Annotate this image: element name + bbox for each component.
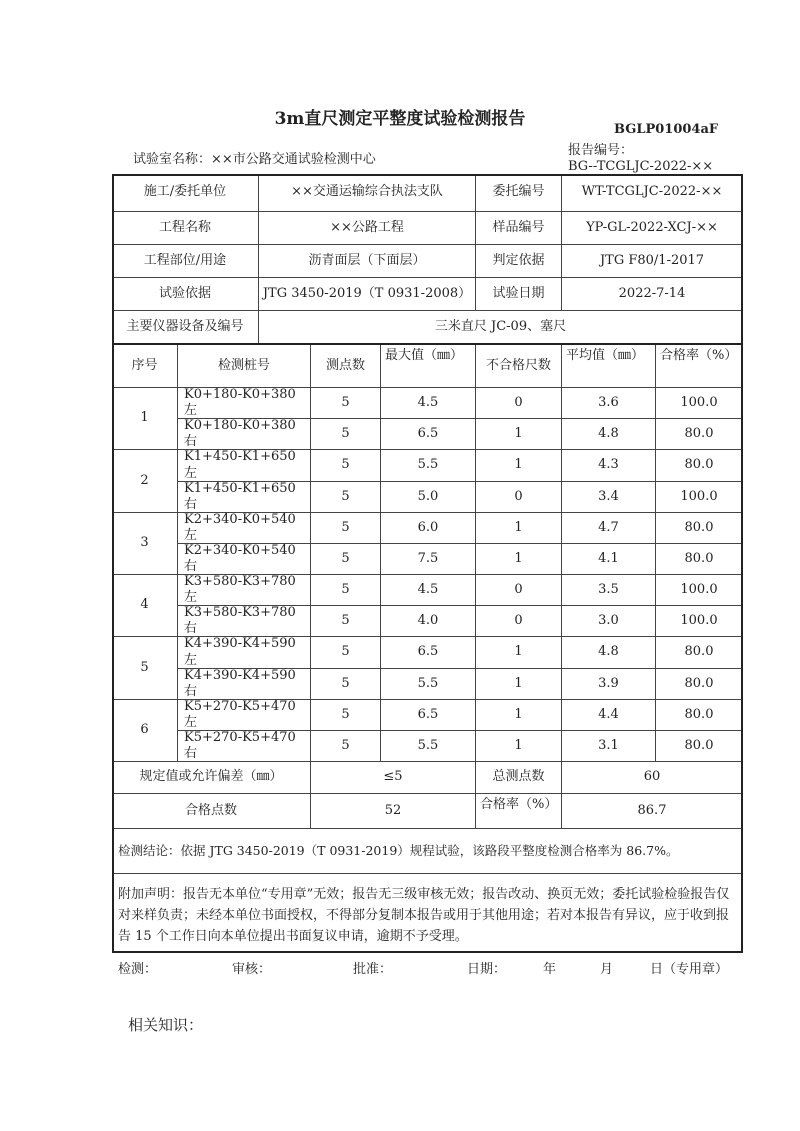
form-code: BGLP01004aF bbox=[614, 122, 719, 137]
footer-approve: 批准： bbox=[353, 962, 393, 977]
pass-points-value: 52 bbox=[311, 794, 476, 829]
cell-rate: 100.0 bbox=[656, 575, 743, 606]
footer-month: 月 bbox=[600, 962, 614, 977]
cell-max: 5.5 bbox=[381, 731, 476, 762]
total-points-label: 总测点数 bbox=[476, 762, 562, 794]
cell-avg: 3.5 bbox=[562, 575, 656, 606]
cell-points: 5 bbox=[311, 482, 381, 513]
cell-max: 6.5 bbox=[381, 700, 476, 731]
column-header: 平均值（㎜） bbox=[562, 345, 656, 388]
cell-max: 6.5 bbox=[381, 419, 476, 450]
cell-fail: 1 bbox=[476, 513, 562, 544]
additional-notes: 附加声明：报告无本单位“专用章”无效；报告无三级审核无效；报告改动、换页无效；委托试验检验报告仅对来样负责；未经本单位书面授权，不得部分复制本报告或用于其他用途；若对本报告有异议，应于收到报告 15 个工作日向本单位提出书面复议申请，逾期不予受理。 bbox=[112, 874, 743, 953]
cell-max: 6.5 bbox=[381, 637, 476, 669]
cell-points: 5 bbox=[311, 388, 381, 419]
cell-points: 5 bbox=[311, 513, 381, 544]
cell-rate: 80.0 bbox=[656, 700, 743, 731]
footer-year: 年 bbox=[543, 962, 557, 977]
cell-max: 5.5 bbox=[381, 669, 476, 700]
info-value: WT-TCGLJC-2022-×× bbox=[562, 174, 743, 212]
info-value: ××公路工程 bbox=[259, 212, 476, 245]
cell-points: 5 bbox=[311, 544, 381, 575]
conclusion-text: 检测结论：依据 JTG 3450-2019（T 0931-2019）规程试验，该路段平整度检测合格率为 86.7%。 bbox=[112, 829, 743, 874]
cell-rate: 100.0 bbox=[656, 388, 743, 419]
cell-fail: 1 bbox=[476, 450, 562, 482]
info-label: 工程名称 bbox=[112, 212, 259, 245]
row-group-number: 5 bbox=[112, 637, 178, 700]
cell-rate: 80.0 bbox=[656, 513, 743, 544]
footer-date: 日期： bbox=[467, 962, 507, 977]
total-points-value: 60 bbox=[562, 762, 743, 794]
info-value: YP-GL-2022-XCJ-×× bbox=[562, 212, 743, 245]
tolerance-value: ≤5 bbox=[311, 762, 476, 794]
cell-max: 4.5 bbox=[381, 575, 476, 606]
report-no-label: 报告编号： bbox=[568, 143, 634, 158]
cell-avg: 4.3 bbox=[562, 450, 656, 482]
equipment-label: 主要仪器设备及编号 bbox=[112, 311, 259, 344]
info-label: 试验日期 bbox=[476, 278, 562, 311]
cell-points: 5 bbox=[311, 419, 381, 450]
cell-points: 5 bbox=[311, 637, 381, 669]
cell-points: 5 bbox=[311, 731, 381, 762]
cell-station: K1+450-K1+650 右 bbox=[178, 482, 311, 513]
column-header: 最大值（㎜） bbox=[381, 345, 476, 388]
info-value: JTG 3450-2019（T 0931-2008） bbox=[259, 278, 476, 311]
row-group-number: 2 bbox=[112, 450, 178, 513]
cell-station: K5+270-K5+470 左 bbox=[178, 700, 311, 731]
cell-max: 4.5 bbox=[381, 388, 476, 419]
cell-rate: 100.0 bbox=[656, 482, 743, 513]
related-knowledge: 相关知识： bbox=[128, 1016, 204, 1034]
cell-max: 6.0 bbox=[381, 513, 476, 544]
lab-name: 试验室名称：××市公路交通试验检测中心 bbox=[133, 152, 376, 167]
cell-points: 5 bbox=[311, 606, 381, 637]
row-group-number: 4 bbox=[112, 575, 178, 637]
column-header: 测点数 bbox=[311, 345, 381, 388]
cell-avg: 3.9 bbox=[562, 669, 656, 700]
cell-station: K4+390-K4+590 左 bbox=[178, 637, 311, 669]
pass-points-label: 合格点数 bbox=[112, 794, 311, 829]
cell-station: K3+580-K3+780 右 bbox=[178, 606, 311, 637]
cell-fail: 0 bbox=[476, 482, 562, 513]
cell-avg: 4.1 bbox=[562, 544, 656, 575]
cell-station: K5+270-K5+470 右 bbox=[178, 731, 311, 762]
column-header: 序号 bbox=[112, 345, 178, 388]
info-label: 委托编号 bbox=[476, 174, 562, 212]
table-frame bbox=[112, 174, 743, 953]
info-value: 2022-7-14 bbox=[562, 278, 743, 311]
pass-rate-label: 合格率（%） bbox=[476, 794, 562, 829]
cell-max: 5.5 bbox=[381, 450, 476, 482]
info-value: 沥青面层（下面层） bbox=[259, 245, 476, 278]
tolerance-label: 规定值或允许偏差（㎜） bbox=[112, 762, 311, 794]
cell-rate: 80.0 bbox=[656, 544, 743, 575]
cell-points: 5 bbox=[311, 669, 381, 700]
cell-fail: 1 bbox=[476, 669, 562, 700]
equipment-value: 三米直尺 JC-09、塞尺 bbox=[259, 311, 743, 344]
cell-fail: 0 bbox=[476, 606, 562, 637]
cell-station: K0+180-K0+380 右 bbox=[178, 419, 311, 450]
cell-points: 5 bbox=[311, 450, 381, 482]
info-label: 试验依据 bbox=[112, 278, 259, 311]
cell-rate: 80.0 bbox=[656, 731, 743, 762]
cell-avg: 4.7 bbox=[562, 513, 656, 544]
cell-rate: 80.0 bbox=[656, 669, 743, 700]
cell-station: K2+340-K0+540 左 bbox=[178, 513, 311, 544]
cell-points: 5 bbox=[311, 575, 381, 606]
cell-station: K0+180-K0+380 左 bbox=[178, 388, 311, 419]
cell-fail: 1 bbox=[476, 637, 562, 669]
cell-station: K1+450-K1+650 左 bbox=[178, 450, 311, 482]
cell-max: 7.5 bbox=[381, 544, 476, 575]
cell-max: 4.0 bbox=[381, 606, 476, 637]
footer-day: 日（专用章） bbox=[650, 962, 729, 977]
info-label: 判定依据 bbox=[476, 245, 562, 278]
pass-rate-value: 86.7 bbox=[562, 794, 743, 829]
info-label: 工程部位/用途 bbox=[112, 245, 259, 278]
cell-fail: 1 bbox=[476, 700, 562, 731]
cell-fail: 1 bbox=[476, 544, 562, 575]
footer-test: 检测： bbox=[118, 962, 158, 977]
cell-avg: 4.8 bbox=[562, 637, 656, 669]
column-header: 合格率（%） bbox=[656, 345, 743, 388]
cell-points: 5 bbox=[311, 700, 381, 731]
info-value: JTG F80/1-2017 bbox=[562, 245, 743, 278]
cell-rate: 100.0 bbox=[656, 606, 743, 637]
cell-avg: 3.0 bbox=[562, 606, 656, 637]
column-header: 检测桩号 bbox=[178, 345, 311, 388]
column-header: 不合格尺数 bbox=[476, 345, 562, 388]
row-group-number: 1 bbox=[112, 388, 178, 450]
cell-avg: 4.8 bbox=[562, 419, 656, 450]
cell-fail: 0 bbox=[476, 575, 562, 606]
cell-station: K2+340-K0+540 右 bbox=[178, 544, 311, 575]
report-no: BG--TCGLJC-2022-×× bbox=[568, 159, 714, 174]
cell-fail: 1 bbox=[476, 731, 562, 762]
footer-review: 审核： bbox=[232, 962, 272, 977]
cell-avg: 3.6 bbox=[562, 388, 656, 419]
cell-station: K3+580-K3+780 左 bbox=[178, 575, 311, 606]
cell-rate: 80.0 bbox=[656, 450, 743, 482]
cell-station: K4+390-K4+590 右 bbox=[178, 669, 311, 700]
info-label: 施工/委托单位 bbox=[112, 174, 259, 212]
info-label: 样品编号 bbox=[476, 212, 562, 245]
section-divider bbox=[112, 343, 743, 345]
cell-fail: 1 bbox=[476, 419, 562, 450]
cell-avg: 3.4 bbox=[562, 482, 656, 513]
cell-fail: 0 bbox=[476, 388, 562, 419]
info-value: ××交通运输综合执法支队 bbox=[259, 174, 476, 212]
cell-avg: 4.4 bbox=[562, 700, 656, 731]
row-group-number: 6 bbox=[112, 700, 178, 762]
cell-avg: 3.1 bbox=[562, 731, 656, 762]
cell-rate: 80.0 bbox=[656, 419, 743, 450]
cell-rate: 80.0 bbox=[656, 637, 743, 669]
row-group-number: 3 bbox=[112, 513, 178, 575]
report-title: 3m直尺测定平整度试验检测报告 bbox=[274, 109, 526, 129]
cell-max: 5.0 bbox=[381, 482, 476, 513]
